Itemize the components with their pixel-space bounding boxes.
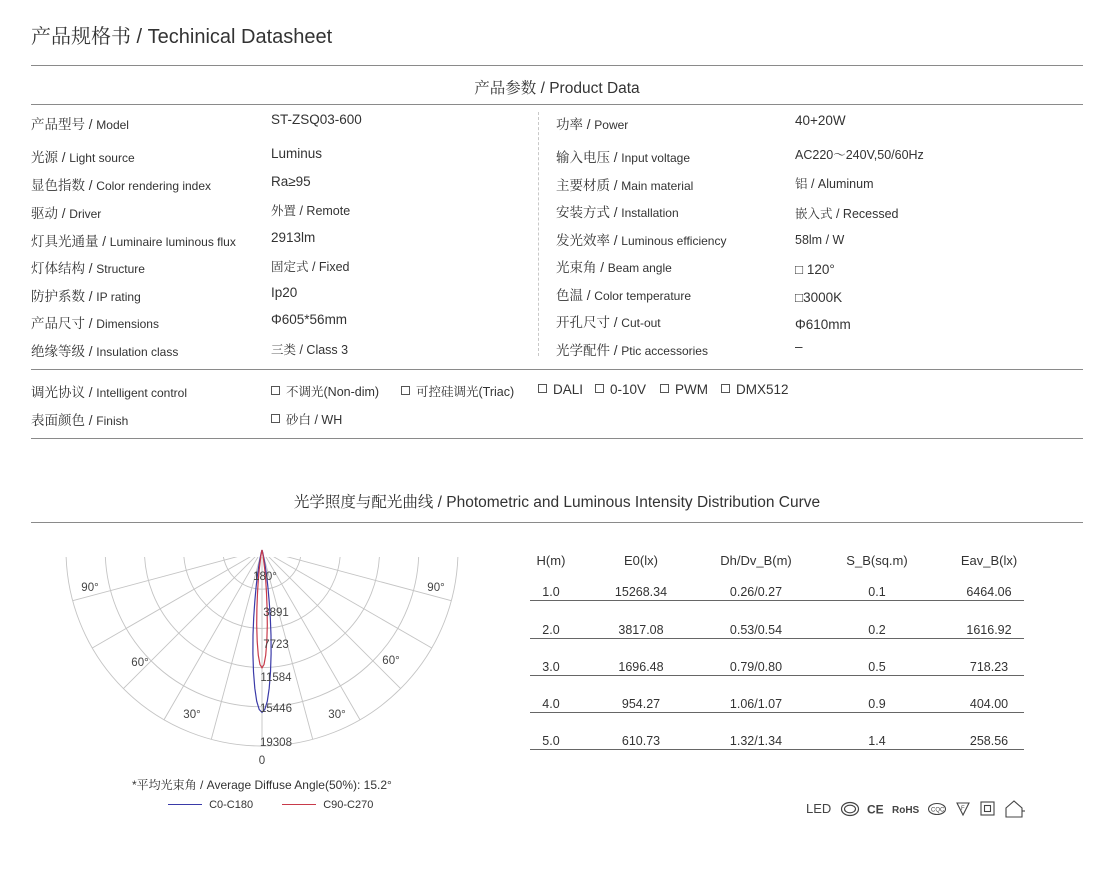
spec-value: □ 120° (795, 262, 835, 277)
angle-tick-label: 0 (258, 755, 266, 767)
spec-value: Ra≥95 (271, 174, 311, 189)
table-row-line (530, 638, 1024, 639)
page-title: 产品规格书 / Techinical Datasheet (31, 26, 333, 48)
angle-tick-label: 90° (81, 582, 99, 594)
ce-icon: CE (867, 802, 884, 817)
angle-tick-label: 180° (253, 571, 277, 583)
radial-tick-label: 11584 (260, 672, 292, 684)
spec-label: 发光效率 / Luminous efficiency (556, 233, 727, 248)
legend-swatch-c0 (168, 804, 202, 805)
table-header: S_B(sq.m) (846, 553, 908, 568)
control-label: 调光协议 / Intelligent control (31, 385, 188, 400)
radial-tick-label: 15446 (260, 703, 292, 715)
polar-spoke (92, 550, 262, 648)
table-row-line (530, 749, 1024, 750)
spec-value: – (795, 339, 803, 354)
table-cell: 1696.48 (618, 660, 664, 674)
control-option[interactable]: DMX512 (721, 382, 789, 397)
spec-label: 灯体结构 / Structure (31, 261, 145, 276)
spec-value: Ip20 (271, 285, 298, 300)
spec-label: 主要材质 / Main material (556, 178, 694, 193)
table-cell: 0.53/0.54 (729, 623, 783, 637)
checkbox-icon (401, 386, 410, 395)
control-option[interactable]: DALI (538, 382, 583, 397)
spec-label: 光学配件 / Ptic accessories (556, 343, 708, 358)
table-cell: 0.2 (868, 623, 886, 637)
polar-spoke (262, 550, 432, 648)
spec-value: ST-ZSQ03-600 (271, 112, 362, 127)
spec-value: 2913lm (271, 230, 316, 245)
house-icon (1006, 801, 1025, 817)
led-label: LED (806, 801, 832, 816)
spec-label: 开孔尺寸 / Cut-out (556, 315, 661, 330)
spec-label: 光源 / Light source (31, 150, 135, 165)
table-cell: 1.4 (868, 734, 886, 748)
cqc-icon (929, 804, 946, 815)
divider (31, 522, 1083, 523)
finish-label: 表面颜色 / Finish (31, 413, 129, 428)
spec-label: 显色指数 / Color rendering index (31, 178, 212, 193)
table-row-line (530, 712, 1024, 713)
table-cell: 954.27 (621, 697, 661, 711)
spec-value: Φ610mm (795, 317, 851, 332)
table-cell: 0.26/0.27 (729, 585, 783, 599)
divider (31, 369, 1083, 370)
double-insulation-icon (981, 802, 994, 815)
legend-swatch-c90 (282, 804, 316, 805)
spec-value: 三类 / Class 3 (271, 343, 349, 357)
table-header: E0(lx) (624, 553, 658, 568)
divider (31, 65, 1083, 66)
polar-spoke (262, 550, 451, 601)
spec-value: AC220～240V,50/60Hz (795, 148, 924, 162)
table-cell: 2.0 (542, 623, 560, 637)
angle-tick-label: 30° (183, 709, 201, 721)
legend-label-c90: C90-C270 (323, 799, 374, 811)
spec-value: Φ605*56mm (271, 312, 348, 327)
polar-spoke (73, 550, 262, 601)
table-row-line (530, 600, 1024, 601)
table-cell: 258.56 (969, 734, 1009, 748)
table-cell: 0.5 (868, 660, 886, 674)
table-cell: 718.23 (969, 660, 1009, 674)
table-cell: 1.0 (542, 585, 560, 599)
table-cell: 0.79/0.80 (729, 660, 783, 674)
table-cell: 0.1 (868, 585, 886, 599)
finish-option[interactable]: 砂白 / WH (271, 410, 342, 428)
table-cell: 3817.08 (618, 623, 664, 637)
spec-value: 58lm / W (795, 233, 845, 247)
legend-label-c0: C0-C180 (209, 799, 254, 811)
table-cell: 1616.92 (966, 623, 1012, 637)
spec-label: 输入电压 / Input voltage (556, 150, 690, 165)
angle-tick-label: 30° (328, 709, 346, 721)
svg-text:F: F (961, 806, 965, 812)
checkbox-icon (538, 384, 547, 393)
photometric-heading: 光学照度与配光曲线 / Photometric and Luminous Intensity Distribution Curve (293, 494, 821, 511)
legend (168, 799, 373, 811)
f-mark-icon (957, 803, 969, 815)
radial-tick-label: 19308 (260, 737, 292, 749)
table-cell: 15268.34 (614, 585, 668, 599)
polar-spoke (262, 550, 401, 689)
table-cell: 610.73 (621, 734, 661, 748)
spec-value: 固定式 / Fixed (271, 260, 350, 274)
spec-label: 防护系数 / IP rating (31, 289, 141, 304)
table-cell: 404.00 (969, 697, 1009, 711)
spec-label: 安装方式 / Installation (556, 205, 679, 220)
table-cell: 5.0 (542, 734, 560, 748)
checkbox-icon (595, 384, 604, 393)
angle-tick-label: 90° (427, 582, 445, 594)
checkbox-icon (271, 414, 280, 423)
spec-label: 驱动 / Driver (31, 206, 102, 221)
spec-label: 产品型号 / Model (31, 117, 129, 132)
polar-spoke (164, 550, 262, 720)
checkbox-icon (271, 386, 280, 395)
checkbox-icon (660, 384, 669, 393)
spec-label: 光束角 / Beam angle (556, 260, 672, 275)
svg-text:CQC: CQC (931, 807, 945, 814)
spec-value: 铝 / Aluminum (795, 177, 874, 191)
spec-label: 灯具光通量 / Luminaire luminous flux (31, 234, 236, 249)
spec-value: □3000K (795, 290, 843, 305)
table-cell: 1.32/1.34 (729, 734, 783, 748)
control-option[interactable]: PWM (660, 382, 708, 397)
table-header: Dh/Dv_B(m) (720, 553, 792, 568)
table-cell: 3.0 (542, 660, 560, 674)
control-option[interactable]: 0-10V (595, 382, 646, 397)
table-row-line (530, 675, 1024, 676)
rohs-icon: RoHS (892, 805, 920, 816)
certification-icons (840, 799, 1025, 819)
spec-value: Luminus (271, 146, 323, 161)
spec-value: 40+20W (795, 113, 846, 128)
spec-label: 产品尺寸 / Dimensions (31, 316, 159, 331)
table-cell: 4.0 (542, 697, 560, 711)
table-cell: 0.9 (868, 697, 886, 711)
checkbox-icon (721, 384, 730, 393)
spec-label: 色温 / Color temperature (556, 288, 691, 303)
beam-angle-note: *平均光束角 / Average Diffuse Angle(50%): 15.2° (132, 778, 392, 792)
spec-label: 绝缘等级 / Insulation class (31, 344, 179, 359)
radial-tick-label: 3891 (263, 607, 289, 619)
angle-tick-label: 60° (131, 657, 149, 669)
angle-tick-label: 60° (382, 655, 400, 667)
radial-tick-label: 7723 (263, 639, 289, 651)
control-option[interactable]: 可控硅调光(Triac) (401, 382, 514, 400)
spec-label: 功率 / Power (556, 117, 629, 132)
spec-value: 外置 / Remote (271, 204, 351, 218)
divider (31, 104, 1083, 105)
column-divider (538, 112, 539, 356)
table-cell: 1.06/1.07 (729, 697, 783, 711)
ccc-icon (842, 803, 859, 816)
table-cell: 6464.06 (966, 585, 1012, 599)
polar-chart (60, 540, 480, 780)
divider (31, 438, 1083, 439)
table-header: H(m) (536, 553, 566, 568)
control-option[interactable]: 不调光(Non-dim) (271, 382, 379, 400)
spec-value: 嵌入式 / Recessed (795, 207, 899, 221)
product-data-heading: 产品参数 / Product Data (474, 80, 640, 97)
table-header: Eav_B(lx) (960, 553, 1018, 568)
